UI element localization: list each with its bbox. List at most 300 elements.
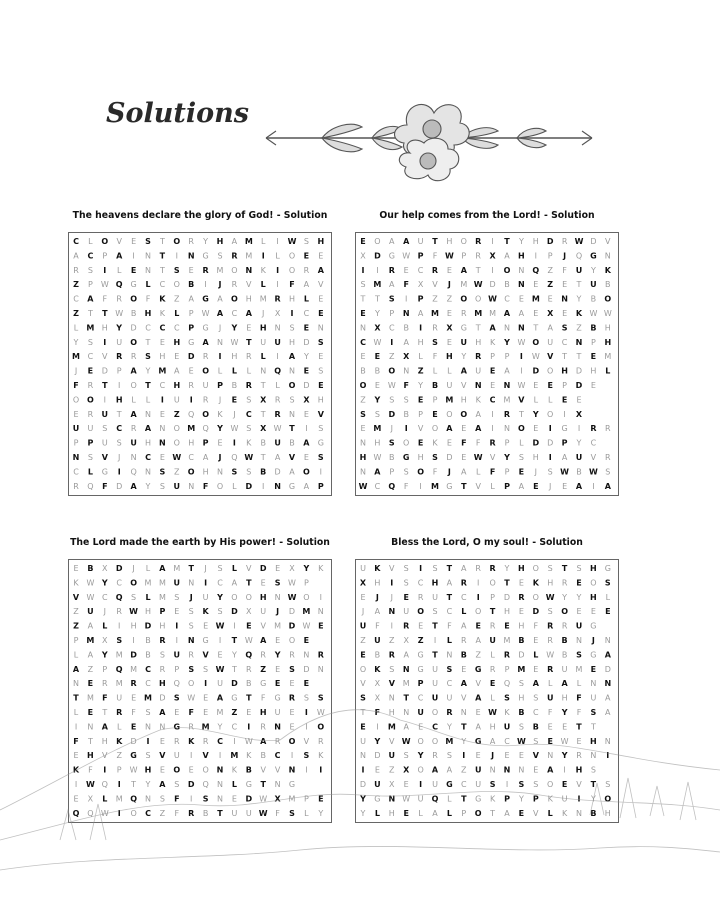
grid-letter: U: [547, 337, 554, 347]
grid-letter: A: [116, 251, 123, 261]
grid-letter: E: [174, 708, 180, 717]
grid-letter: S: [403, 395, 409, 405]
grid-letter: F: [73, 381, 79, 390]
grid-letter: E: [73, 794, 79, 804]
grid-letter: N: [289, 409, 295, 419]
grid-letter: P: [547, 251, 553, 261]
grid-letter: R: [417, 592, 424, 602]
grid-letter: Z: [432, 294, 438, 304]
grid-letter: G: [202, 636, 209, 645]
grid-letter: S: [446, 751, 452, 761]
grid-letter: U: [432, 592, 438, 602]
grid-letter: H: [590, 592, 597, 602]
grid-letter: H: [532, 453, 539, 462]
grid-letter: H: [561, 366, 568, 376]
grid-letter: O: [130, 578, 138, 588]
grid-letter: W: [560, 467, 570, 477]
grid-letter: E: [576, 578, 582, 588]
grid-letter: A: [159, 708, 166, 717]
grid-letter: E: [360, 650, 366, 660]
grid-letter: Z: [417, 636, 424, 645]
grid-letter: C: [389, 323, 395, 333]
grid-letter: J: [204, 564, 207, 573]
grid-letter: C: [159, 280, 166, 290]
grid-letter: I: [132, 636, 135, 645]
grid-letter: S: [360, 409, 366, 419]
grid-letter: Z: [475, 650, 481, 660]
grid-letter: E: [246, 621, 252, 631]
grid-letter: I: [160, 395, 164, 405]
grid-letter: C: [145, 679, 151, 689]
grid-letter: A: [202, 453, 209, 462]
grid-letter: K: [532, 578, 539, 588]
grid-letter: M: [201, 722, 210, 732]
grid-letter: M: [158, 592, 166, 602]
grid-letter: L: [418, 808, 423, 818]
grid-letter: M: [445, 395, 454, 405]
grid-letter: N: [590, 679, 597, 689]
grid-letter: W: [545, 592, 555, 602]
grid-letter: D: [130, 323, 137, 333]
grid-letter: C: [533, 708, 539, 717]
grid-letter: G: [130, 280, 137, 290]
grid-letter: G: [417, 664, 424, 674]
grid-letter: K: [504, 708, 510, 717]
grid-letter: I: [548, 424, 552, 434]
grid-letter: S: [102, 424, 108, 434]
grid-letter: H: [604, 323, 611, 333]
grid-letter: C: [303, 309, 310, 318]
grid-letter: M: [373, 280, 382, 290]
grid-letter: X: [246, 607, 252, 617]
grid-letter: C: [245, 409, 252, 419]
grid-letter: E: [533, 664, 539, 674]
grid-letter: A: [144, 424, 152, 434]
grid-letter: V: [461, 693, 467, 703]
grid-letter: S: [317, 337, 324, 347]
grid-letter: A: [389, 237, 395, 246]
grid-letter: L: [547, 808, 553, 818]
grid-letter: O: [532, 564, 539, 573]
grid-letter: F: [102, 693, 108, 703]
grid-letter: E: [231, 395, 238, 405]
grid-letter: E: [203, 621, 209, 631]
grid-letter: W: [287, 592, 297, 602]
grid-letter: V: [590, 453, 597, 462]
grid-letter: R: [102, 679, 108, 689]
grid-letter: I: [118, 381, 121, 390]
grid-letter: U: [359, 621, 367, 631]
grid-letter: W: [574, 237, 584, 246]
grid-letter: N: [518, 765, 525, 775]
grid-letter: Y: [303, 564, 310, 573]
grid-letter: I: [319, 467, 322, 477]
grid-letter: B: [561, 650, 568, 660]
grid-letter: A: [389, 280, 395, 290]
grid-letter: B: [145, 636, 151, 645]
grid-letter: N: [446, 650, 453, 660]
grid-letter: I: [519, 352, 523, 362]
grid-letter: I: [491, 409, 494, 419]
grid-letter: R: [317, 650, 324, 660]
grid-letter: H: [590, 736, 597, 746]
grid-letter: O: [202, 409, 210, 419]
grid-letter: D: [159, 693, 166, 703]
grid-letter: G: [202, 251, 209, 261]
grid-letter: E: [275, 636, 281, 645]
grid-letter: F: [174, 808, 180, 818]
grid-letter: S: [173, 693, 180, 703]
grid-letter: Y: [217, 722, 223, 732]
grid-letter: M: [503, 395, 511, 405]
grid-letter: I: [103, 265, 107, 275]
grid-letter: C: [432, 722, 438, 732]
grid-letter: E: [318, 309, 324, 318]
grid-letter: A: [130, 409, 137, 419]
grid-letter: H: [446, 237, 453, 246]
grid-letter: U: [561, 794, 568, 804]
grid-letter: D: [288, 621, 296, 631]
grid-letter: Z: [173, 409, 180, 419]
grid-letter: X: [360, 251, 366, 261]
grid-letter: I: [505, 780, 509, 789]
grid-letter: H: [115, 395, 123, 405]
grid-letter: W: [85, 780, 95, 789]
grid-letter: I: [175, 621, 179, 631]
grid-letter: O: [130, 294, 138, 304]
grid-letter: H: [518, 693, 525, 703]
grid-letter: E: [489, 366, 496, 376]
grid-letter: K: [374, 564, 381, 573]
grid-letter: Y: [274, 650, 281, 660]
grid-letter: J: [447, 280, 451, 290]
grid-letter: H: [259, 592, 267, 602]
grid-letter: J: [103, 607, 106, 617]
grid-letter: N: [561, 294, 568, 304]
grid-letter: E: [446, 309, 452, 318]
grid-letter: Y: [217, 592, 223, 602]
grid-letter: I: [175, 251, 178, 261]
grid-letter: X: [403, 765, 410, 775]
grid-letter: E: [174, 607, 180, 617]
grid-letter: E: [374, 352, 381, 362]
grid-letter: E: [159, 409, 165, 419]
grid-letter: O: [417, 607, 425, 617]
grid-letter: S: [533, 693, 539, 703]
grid-letter: R: [274, 294, 281, 304]
grid-letter: P: [159, 607, 166, 617]
grid-letter: T: [260, 381, 266, 390]
grid-letter: C: [489, 395, 496, 405]
grid-letter: O: [532, 337, 540, 347]
puzzle-1-title: The heavens declare the glory of God! - Solution: [72, 210, 328, 221]
grid-letter: W: [473, 280, 483, 290]
grid-letter: O: [431, 708, 439, 717]
grid-letter: H: [374, 578, 381, 588]
grid-letter: S: [403, 751, 409, 761]
grid-letter: O: [431, 736, 439, 746]
grid-letter: F: [102, 481, 108, 491]
grid-letter: E: [318, 621, 324, 631]
grid-letter: A: [460, 265, 467, 275]
grid-letter: C: [145, 664, 151, 674]
grid-letter: O: [288, 381, 296, 390]
grid-letter: S: [518, 453, 524, 462]
grid-letter: E: [73, 751, 79, 761]
grid-letter: U: [360, 564, 366, 573]
grid-letter: R: [461, 309, 467, 318]
grid-letter: T: [102, 381, 108, 390]
grid-letter: O: [489, 578, 496, 588]
grid-letter: E: [403, 780, 409, 789]
grid-letter: K: [73, 578, 79, 588]
grid-letter: E: [533, 481, 539, 491]
grid-letter: T: [145, 337, 151, 347]
grid-letter: F: [403, 280, 409, 290]
grid-letter: W: [288, 578, 296, 588]
grid-letter: W: [129, 607, 139, 617]
grid-letter: L: [446, 636, 452, 645]
grid-letter: R: [116, 294, 122, 304]
grid-letter: B: [260, 467, 267, 477]
grid-letter: S: [446, 664, 453, 674]
grid-letter: R: [202, 395, 209, 405]
grid-letter: V: [246, 280, 252, 290]
grid-letter: Z: [547, 280, 554, 290]
grid-letter: V: [532, 751, 539, 761]
grid-letter: U: [546, 693, 554, 703]
grid-letter: E: [374, 381, 380, 390]
grid-letter: G: [590, 650, 597, 660]
grid-letter: L: [88, 237, 93, 246]
grid-letter: M: [187, 424, 196, 434]
grid-letter: Y: [446, 722, 452, 732]
grid-letter: E: [318, 294, 324, 304]
grid-letter: P: [87, 438, 94, 448]
grid-letter: Y: [374, 736, 381, 746]
grid-letter: M: [531, 294, 540, 304]
grid-letter: N: [274, 722, 281, 732]
grid-letter: X: [260, 395, 267, 405]
grid-letter: S: [533, 780, 539, 789]
grid-letter: O: [72, 395, 80, 405]
grid-letter: L: [547, 679, 553, 689]
grid-letter: E: [289, 722, 295, 732]
grid-letter: A: [504, 808, 510, 818]
grid-letter: F: [547, 708, 553, 717]
grid-letter: E: [475, 708, 481, 717]
grid-letter: L: [533, 650, 539, 660]
grid-letter: T: [260, 780, 266, 789]
grid-letter: B: [374, 650, 381, 660]
grid-letter: I: [204, 679, 208, 689]
grid-letter: F: [489, 467, 496, 477]
grid-letter: Q: [575, 251, 583, 261]
grid-letter: Z: [461, 765, 467, 775]
grid-letter: G: [446, 481, 453, 491]
grid-letter: S: [504, 693, 510, 703]
grid-letter: I: [305, 424, 308, 434]
grid-letter: Y: [231, 650, 237, 660]
grid-letter: T: [87, 309, 93, 318]
grid-letter: P: [504, 467, 510, 477]
grid-letter: S: [159, 650, 165, 660]
grid-letter: B: [374, 366, 381, 376]
grid-letter: A: [575, 481, 583, 491]
grid-letter: P: [461, 808, 467, 818]
grid-letter: E: [418, 722, 424, 732]
grid-letter: D: [532, 438, 540, 448]
grid-letter: S: [590, 765, 596, 775]
grid-letter: R: [503, 409, 511, 419]
grid-letter: J: [390, 424, 393, 434]
puzzle-4-title: Bless the Lord, O my soul! - Solution: [391, 537, 583, 548]
grid-letter: E: [318, 251, 324, 261]
grid-letter: E: [130, 722, 137, 732]
grid-letter: L: [374, 808, 380, 818]
grid-letter: F: [102, 294, 108, 304]
grid-letter: E: [446, 337, 452, 347]
grid-letter: B: [532, 722, 539, 732]
grid-letter: L: [303, 294, 309, 304]
grid-letter: A: [604, 481, 611, 491]
grid-letter: S: [174, 592, 180, 602]
grid-letter: N: [288, 765, 296, 775]
grid-letter: Q: [115, 280, 123, 290]
grid-letter: R: [246, 352, 252, 362]
grid-letter: T: [188, 564, 194, 573]
grid-letter: K: [318, 564, 324, 573]
grid-letter: C: [116, 424, 123, 434]
grid-letter: M: [460, 280, 468, 290]
grid-letter: U: [403, 607, 410, 617]
grid-letter: S: [360, 280, 366, 290]
grid-letter: E: [130, 265, 137, 275]
grid-letter: E: [360, 237, 366, 246]
grid-letter: D: [259, 564, 267, 573]
grid-letter: S: [289, 395, 295, 405]
grid-letter: A: [260, 636, 267, 645]
grid-letter: G: [446, 780, 453, 789]
grid-letter: T: [217, 808, 223, 818]
grid-letter: T: [131, 780, 137, 789]
grid-letter: A: [231, 237, 238, 246]
grid-letter: W: [373, 453, 382, 462]
grid-letter: L: [87, 467, 93, 477]
grid-letter: F: [562, 265, 567, 275]
grid-letter: F: [145, 294, 151, 304]
grid-letter: W: [172, 453, 182, 462]
grid-letter: H: [575, 765, 583, 775]
grid-letter: A: [489, 736, 496, 746]
grid-letter: U: [217, 679, 223, 689]
grid-letter: G: [202, 294, 209, 304]
grid-letter: S: [389, 664, 395, 674]
grid-letter: O: [216, 481, 224, 491]
grid-letter: W: [488, 708, 498, 717]
grid-letter: Z: [547, 265, 553, 275]
grid-letter: P: [303, 794, 309, 804]
grid-letter: L: [490, 481, 495, 491]
grid-letter: Q: [274, 366, 282, 376]
grid-letter: S: [188, 607, 194, 617]
grid-letter: O: [230, 294, 238, 304]
grid-svg: [355, 559, 619, 823]
grid-letter: C: [87, 352, 94, 362]
grid-letter: H: [288, 294, 296, 304]
grid-letter: E: [217, 650, 223, 660]
grid-letter: P: [417, 251, 424, 261]
grid-letter: H: [604, 337, 612, 347]
grid-letter: I: [319, 592, 322, 602]
grid-letter: A: [461, 621, 467, 631]
grid-letter: N: [388, 693, 395, 703]
grid-letter: J: [218, 453, 222, 462]
grid-letter: I: [577, 424, 581, 434]
grid-letter: P: [389, 309, 395, 318]
grid-letter: X: [289, 564, 295, 573]
grid-letter: E: [159, 453, 165, 462]
grid-letter: N: [474, 381, 482, 390]
grid-letter: U: [489, 636, 496, 645]
puzzle-3-title: The Lord made the earth by His power! - Solution: [70, 537, 330, 548]
grid-letter: N: [503, 765, 511, 775]
grid-letter: Y: [504, 564, 510, 573]
grid-letter: I: [247, 722, 251, 732]
grid-letter: V: [576, 780, 582, 789]
grid-letter: R: [116, 708, 123, 717]
grid-letter: G: [231, 693, 238, 703]
grid-letter: A: [216, 693, 224, 703]
grid-letter: Z: [231, 708, 238, 717]
grid-letter: V: [389, 564, 395, 573]
grid-letter: G: [590, 621, 597, 631]
grid-letter: K: [318, 751, 324, 761]
grid-letter: J: [233, 409, 236, 419]
grid-letter: V: [288, 453, 296, 462]
grid-letter: X: [489, 251, 496, 261]
grid-letter: H: [503, 607, 511, 617]
grid-letter: E: [490, 381, 496, 390]
grid-letter: J: [390, 592, 393, 602]
grid-letter: V: [159, 751, 166, 761]
grid-letter: P: [217, 381, 223, 390]
grid-letter: A: [245, 309, 252, 318]
grid-letter: L: [576, 679, 582, 689]
grid-letter: Q: [87, 481, 94, 491]
grid-letter: N: [518, 323, 525, 333]
grid-letter: L: [547, 395, 553, 405]
grid-letter: E: [246, 323, 252, 333]
grid-letter: E: [518, 808, 525, 818]
grid-letter: S: [590, 708, 597, 717]
grid-letter: O: [561, 607, 569, 617]
grid-letter: B: [245, 765, 252, 775]
grid-letter: H: [518, 564, 525, 573]
grid-letter: Y: [303, 352, 309, 362]
grid-letter: I: [261, 251, 265, 261]
grid-letter: M: [115, 650, 123, 660]
grid-letter: E: [461, 424, 467, 434]
grid-letter: U: [388, 751, 396, 761]
grid-letter: I: [577, 794, 581, 804]
grid-letter: M: [474, 309, 483, 318]
grid-letter: R: [318, 736, 324, 746]
grid-letter: F: [375, 621, 380, 631]
grid-letter: P: [504, 664, 510, 674]
grid-letter: U: [575, 265, 583, 275]
grid-letter: C: [73, 294, 79, 304]
